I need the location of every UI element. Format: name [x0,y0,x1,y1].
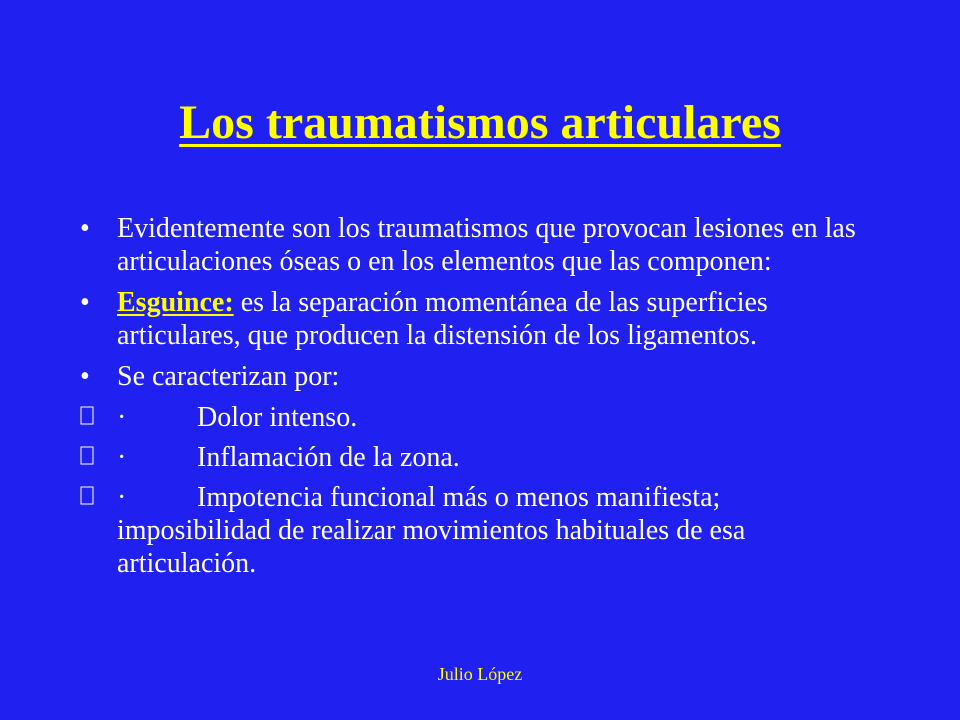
middle-dot-icon: · [117,402,127,433]
missing-glyph-icon [80,481,110,514]
missing-glyph-icon [80,441,110,474]
bullet-icon: • [80,287,90,318]
sub-item-text: Dolor intenso. [197,402,358,433]
missing-glyph-box-icon [80,444,94,466]
bullet-icon: • [80,361,90,392]
term-esguince: Esguince: [117,287,234,318]
middle-dot-icon: · [117,442,127,473]
bullet-item-caracteristicas [80,360,870,393]
sub-item-inflamacion [80,441,870,474]
missing-glyph-box-icon [80,404,94,426]
missing-glyph-icon [80,401,110,434]
middle-dot-icon: · [117,482,127,513]
bullet-text: es la separación momentánea de las superficies articulares, que producen la distensión de los ligamentos. [117,287,768,351]
bullet-text: Evidentemente son los traumatismos que provocan lesiones en las articulaciones óseas o en los elementos que las componen: [117,213,856,277]
missing-glyph-box-icon [80,484,94,506]
sub-item-text: Impotencia funcional más o menos manifiesta; imposibilidad de realizar movimientos habituales de esa articulación. [117,482,746,579]
bullet-text: Se caracterizan por: [117,361,340,392]
bullet-list [80,212,870,587]
bullet-item-definition [80,212,870,278]
sub-item-impotencia [80,481,870,580]
bullet-icon: • [80,213,90,244]
sub-item-dolor [80,401,870,434]
slide-footer-author: Julio López [437,664,523,684]
bullet-item-esguince [80,286,870,352]
sub-item-text: Inflamación de la zona. [197,442,460,473]
slide-title: Los traumatismos articulares [179,96,781,149]
